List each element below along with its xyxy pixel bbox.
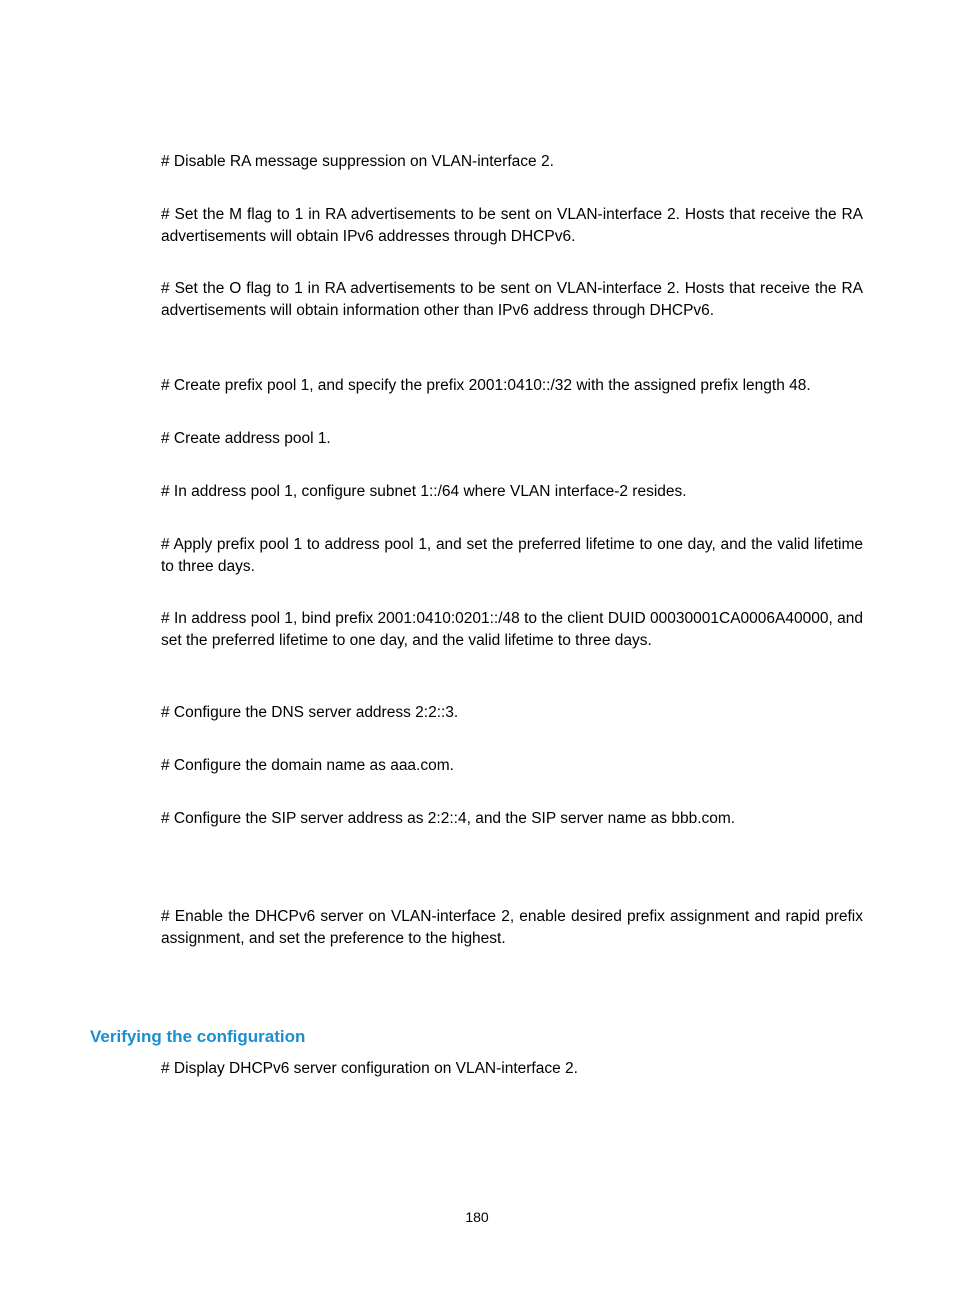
step-create-prefix-pool: # Create prefix pool 1, and specify the prefix 2001:0410::/32 with the assigned prefix length 48. xyxy=(161,377,811,394)
step-create-address-pool: # Create address pool 1. xyxy=(161,430,331,447)
step-set-m-flag: # Set the M flag to 1 in RA advertisements to be sent on VLAN-interface 2. Hosts that receive the RA advertisements will obtain IPv6 addresses through DHCPv6. xyxy=(161,206,863,245)
step-configure-subnet: # In address pool 1, configure subnet 1::/64 where VLAN interface-2 resides. xyxy=(161,483,687,500)
step-disable-ra-suppression: # Disable RA message suppression on VLAN-interface 2. xyxy=(161,153,554,170)
step-apply-prefix-pool: # Apply prefix pool 1 to address pool 1, and set the preferred lifetime to one day, and the valid lifetime to three days. xyxy=(161,536,863,575)
step-configure-dns: # Configure the DNS server address 2:2::3. xyxy=(161,704,459,721)
step-display-configuration: # Display DHCPv6 server configuration on VLAN-interface 2. xyxy=(161,1060,578,1077)
section-heading-verifying: Verifying the configuration xyxy=(90,1027,306,1046)
step-configure-sip: # Configure the SIP server address as 2:2::4, and the SIP server name as bbb.com. xyxy=(161,810,736,827)
step-set-o-flag: # Set the O flag to 1 in RA advertisements to be sent on VLAN-interface 2. Hosts that receive the RA advertisements will obtain information other than IPv6 address through DHCPv6. xyxy=(161,280,863,319)
page-number: 180 xyxy=(465,1209,489,1225)
step-enable-dhcpv6-server: # Enable the DHCPv6 server on VLAN-interface 2, enable desired prefix assignment and rapid prefix assignment, and set the preference to the highest. xyxy=(161,908,863,947)
step-bind-prefix: # In address pool 1, bind prefix 2001:0410:0201::/48 to the client DUID 00030001CA0006A40000, and set the preferred lifetime to one day, and the valid lifetime to three days. xyxy=(161,610,863,649)
step-configure-domain: # Configure the domain name as aaa.com. xyxy=(161,757,454,774)
